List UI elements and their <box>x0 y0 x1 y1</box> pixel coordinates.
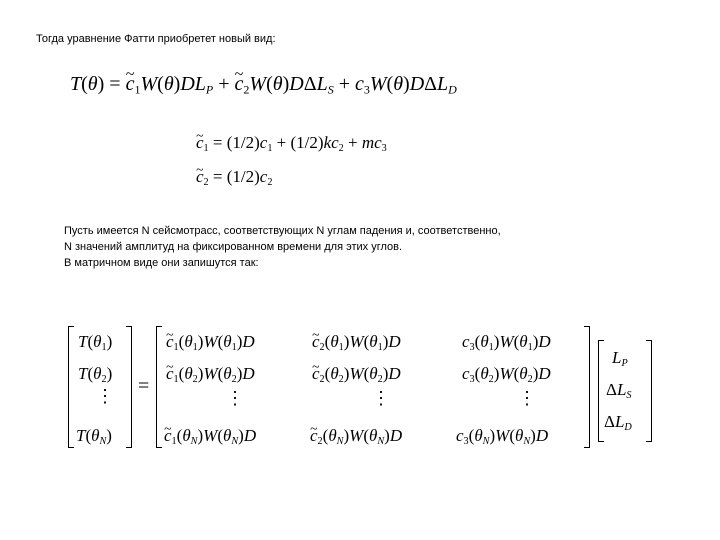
lhs-entry-2: $T(\theta_2)$ <box>78 364 113 386</box>
paragraph-line-2: N значений амплитуд на фиксированном времени для этих углов. <box>64 241 403 253</box>
matrix-cell-1-3: $c_3(\theta_1)W(\theta_1)D$ <box>462 332 551 354</box>
lhs-entry-1: $T(\theta_1)$ <box>78 332 113 354</box>
matrix-cell-2-3: $c_3(\theta_2)W(\theta_2)D$ <box>462 364 551 386</box>
matrix-cell-2-2: ~ $c_2(\theta_2)W(\theta_2)D$ <box>312 364 401 384</box>
matrix-bracket-left <box>156 326 162 448</box>
matrix-cell-2-1: ~ $c_1(\theta_2)W(\theta_2)D$ <box>166 364 255 384</box>
equals-sign: = <box>138 375 150 397</box>
rhs-entry-2: $\Delta L_S$ <box>606 380 632 402</box>
matrix-vdots-1: ⋮ <box>226 388 244 408</box>
lhs-vdots: ⋮ <box>96 386 114 406</box>
paragraph-line-3: В матричном виде они запишутся так: <box>64 257 259 269</box>
lhs-bracket-right <box>126 326 132 448</box>
rhs-entry-1: $L_P$ <box>612 348 628 370</box>
rhs-bracket-right <box>646 340 652 442</box>
matrix-cell-1-2: ~ $c_2(\theta_1)W(\theta_1)D$ <box>312 332 401 352</box>
c2-equation: ~ $c_2 = (1/2)c_2$ <box>196 167 272 187</box>
fatti-equation: T(θ) = ~ $c_1W(\theta)DL_P$ + ~ $c_2W(\theta)D\Delta L_S + c_3W(\theta)D\Delta L_D$ <box>70 72 457 96</box>
c1-equation: ~ $c_1 = (1/2)c_1 + (1/2)kc_2 + mc_3$ <box>196 133 387 153</box>
matrix-cell-n-1: ~ $c_1(\theta_N)W(\theta_N)D$ <box>164 426 256 446</box>
matrix-bracket-right <box>584 326 590 448</box>
matrix-cell-n-2: ~ $c_2(\theta_N)W(\theta_N)D$ <box>310 426 402 446</box>
lhs-bracket-left <box>68 326 74 448</box>
lhs-entry-n: $T(\theta_N)$ <box>76 426 112 448</box>
matrix-vdots-3: ⋮ <box>518 388 536 408</box>
paragraph-line-1: Пусть имеется N сейсмотрасс, соответствующих N углам падения и, соответственно, <box>64 225 501 237</box>
matrix-vdots-2: ⋮ <box>372 388 390 408</box>
rhs-entry-3: $\Delta L_D$ <box>604 412 632 434</box>
intro-text: Тогда уравнение Фатти приобретет новый вид: <box>36 33 276 45</box>
matrix-cell-1-1: ~ $c_1(\theta_1)W(\theta_1)D$ <box>166 332 255 352</box>
matrix-cell-n-3: $c_3(\theta_N)W(\theta_N)D$ <box>456 426 549 448</box>
